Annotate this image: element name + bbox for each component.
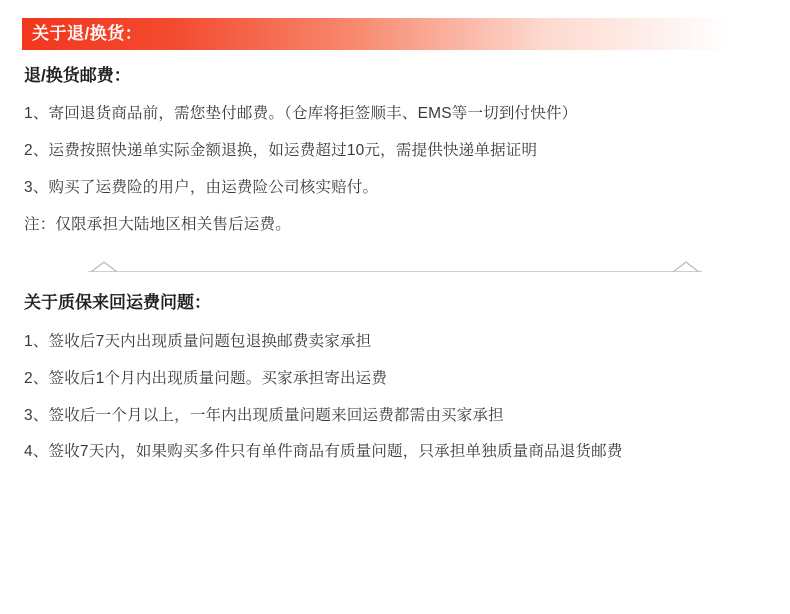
policy-line: 2、运费按照快递单实际金额退换，如运费超过10元，需提供快递单据证明 — [24, 142, 538, 159]
section-warranty-shipping — [22, 291, 768, 470]
section-divider — [28, 257, 762, 277]
divider-line — [88, 271, 702, 272]
banner-title: 关于退/换货： — [32, 24, 143, 43]
policy-line: 4、签收7天内，如果购买多件只有单件商品有质量问题，只承担单独质量商品退货邮费 — [24, 443, 623, 460]
return-policy-page — [0, 18, 790, 614]
policy-line: 2、签收后1个月内出现质量问题。买家承担寄出运费 — [24, 370, 388, 387]
section-banner-returns — [22, 18, 768, 50]
policy-line: 3、签收后一个月以上，一年内出现质量问题来回运费都需由买家承担 — [24, 407, 504, 424]
policy-note: 注：仅限承担大陆地区相关售后运费。 — [24, 216, 291, 233]
chevron-up-left-icon — [90, 261, 118, 273]
section-shipping-fee — [22, 64, 768, 243]
section-title-shipping-fee: 退/换货邮费： — [24, 66, 131, 85]
policy-line: 1、寄回退货商品前，需您垫付邮费。（仓库将拒签顺丰、EMS等一切到付快件） — [24, 105, 578, 122]
section-title-warranty: 关于质保来回运费问题： — [24, 293, 211, 312]
policy-line: 3、购买了运费险的用户，由运费险公司核实赔付。 — [24, 179, 379, 196]
policy-line: 1、签收后7天内出现质量问题包退换邮费卖家承担 — [24, 333, 372, 350]
chevron-up-right-icon — [672, 261, 700, 273]
